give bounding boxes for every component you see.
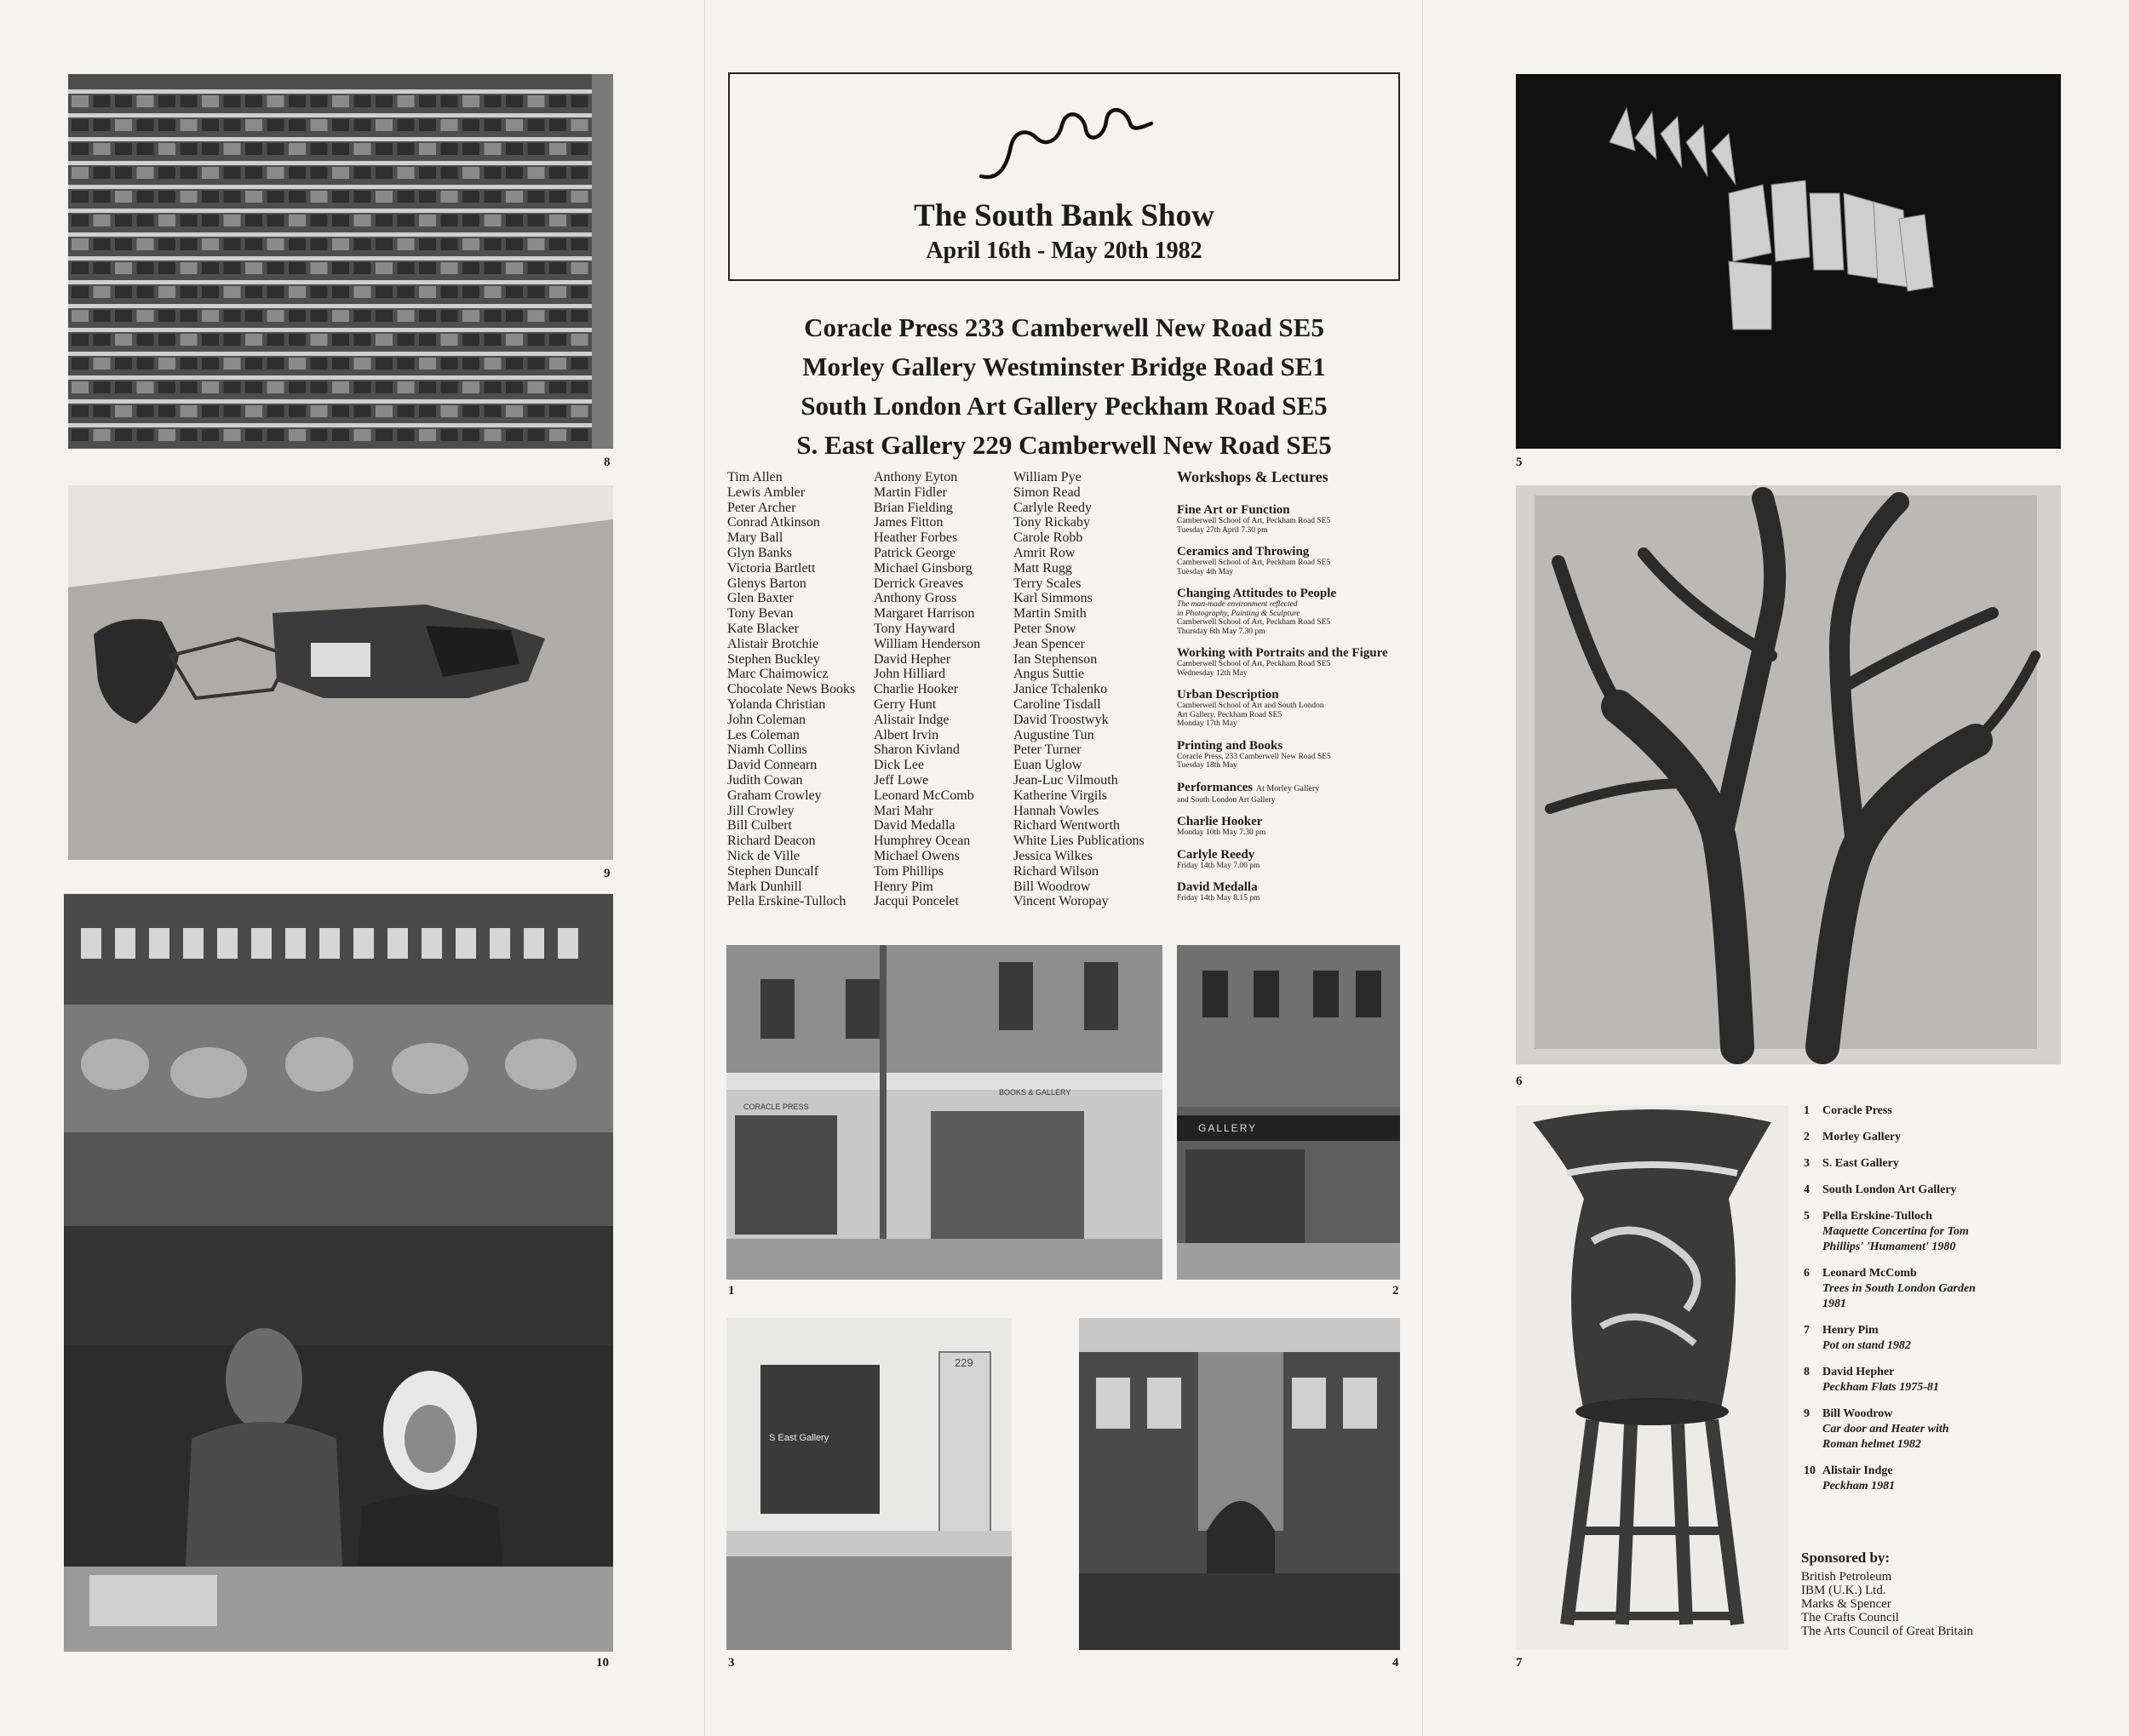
workshop-title: Ceramics and Throwing — [1177, 545, 1310, 559]
artist-name: Patrick George — [874, 545, 956, 560]
caption-description: 1981 — [1822, 1298, 1846, 1310]
caption-description: Peckham 1981 — [1822, 1480, 1896, 1493]
artist-name: James Fitton — [874, 515, 944, 530]
workshop-detail: Tuesday 4th May — [1177, 567, 1234, 576]
title-box — [728, 72, 1400, 281]
caption-label: South London Art Gallery — [1822, 1183, 1957, 1196]
workshop-detail: Coracle Press, 233 Camberwell New Road SE5 — [1177, 752, 1331, 761]
artist-name: Tony Bevan — [727, 606, 794, 622]
caption-description: Phillips' 'Humament' 1980 — [1822, 1240, 1956, 1253]
workshop-detail: Monday 10th May 7.30 pm — [1177, 828, 1266, 837]
artist-name: Tony Hayward — [874, 621, 955, 636]
caption-body — [1822, 1209, 1969, 1255]
artist-name: Heather Forbes — [874, 530, 958, 546]
artist-name: Martin Smith — [1013, 606, 1087, 622]
artist-name: David Medalla — [874, 818, 955, 834]
photo-number: 5 — [1516, 455, 1523, 469]
caption-item — [1804, 1323, 2025, 1354]
workshop-title: Carlyle Reedy — [1177, 847, 1255, 862]
workshop-subtitle: in Photography, Painting & Sculpture — [1177, 609, 1300, 618]
door-number: 229 — [955, 1356, 973, 1369]
artist-name: Chocolate News Books — [727, 682, 856, 697]
workshop-item — [1177, 815, 1398, 838]
venue-item: Coracle Press 233 Camberwell New Road SE5 — [804, 312, 1324, 342]
photo-number: 2 — [1392, 1284, 1399, 1298]
workshop-detail: Camberwell School of Art and South London — [1177, 702, 1324, 710]
artist-name: William Henderson — [874, 636, 981, 651]
sponsors — [1801, 1551, 1973, 1638]
artist-name: Glenys Barton — [727, 576, 806, 591]
caption-label: Leonard McComb — [1822, 1267, 1917, 1280]
caption-body — [1822, 1266, 1976, 1312]
artist-name: Terry Scales — [1013, 576, 1082, 591]
venue-item: Morley Gallery Westminster Bridge Road SE1 — [802, 352, 1326, 381]
artist-name: Katherine Virgils — [1013, 788, 1107, 803]
workshop-detail: Camberwell School of Art, Peckham Road SE5 — [1177, 618, 1331, 627]
caption-description: Roman helmet 1982 — [1822, 1438, 1921, 1451]
workshop-title: Performances At Morley Gallery — [1177, 780, 1320, 794]
photo-number: 8 — [604, 455, 611, 469]
show-dates: April 16th - May 20th 1982 — [926, 238, 1202, 264]
caption-label: David Hepher — [1822, 1366, 1895, 1378]
caption-number: 6 — [1804, 1267, 1810, 1280]
artist-name: Brian Fielding — [874, 500, 953, 515]
caption-body — [1822, 1103, 1892, 1119]
artist-name: Angus Suttie — [1013, 667, 1085, 682]
artist-name: Lewis Ambler — [727, 484, 806, 500]
caption-body — [1822, 1365, 1939, 1395]
artist-name: Jill Crowley — [727, 803, 795, 818]
workshop-venue: At Morley Gallery — [1255, 783, 1320, 794]
photo-shop-keepers — [64, 894, 613, 1652]
artist-name: White Lies Publications — [1013, 834, 1145, 849]
artist-name: Leonard McComb — [874, 788, 974, 803]
photo-pot-on-stand — [1516, 1105, 1788, 1650]
thames-river-logo — [977, 91, 1164, 185]
artist-name: Mary Ball — [727, 530, 783, 546]
caption-number: 4 — [1804, 1183, 1810, 1196]
workshops-lectures — [1177, 468, 1398, 914]
artist-name: Caroline Tisdall — [1013, 696, 1101, 712]
photo-number: 3 — [728, 1656, 735, 1670]
sponsor-name: Marks & Spencer — [1801, 1597, 1891, 1611]
venue-item: S. East Gallery 229 Camberwell New Road SE5 — [796, 430, 1332, 460]
artist-name: Euan Uglow — [1013, 758, 1082, 773]
artist-name: Gerry Hunt — [874, 696, 937, 712]
caption-label: Henry Pim — [1822, 1324, 1879, 1337]
artist-name: Augustine Tun — [1013, 727, 1094, 742]
sponsor-name: The Arts Council of Great Britain — [1801, 1624, 1974, 1638]
caption-number: 3 — [1804, 1157, 1810, 1170]
artist-name: Sharon Kivland — [874, 742, 960, 758]
artist-name: Hannah Vowles — [1013, 803, 1099, 818]
artist-name: Anthony Eyton — [874, 470, 958, 484]
artist-name: Glen Baxter — [727, 591, 794, 606]
caption-description: Trees in South London Garden — [1822, 1282, 1976, 1295]
artist-name: Carole Robb — [1013, 530, 1083, 546]
artist-name: Tony Rickaby — [1013, 515, 1090, 530]
artist-name: Nick de Ville — [727, 848, 800, 863]
caption-number: 8 — [1804, 1366, 1810, 1378]
workshop-item — [1177, 739, 1398, 771]
caption-body — [1822, 1407, 1949, 1452]
shop-sign: BOOKS & GALLERY — [999, 1088, 1071, 1097]
artist-name: Jacqui Poncelet — [874, 894, 959, 909]
workshop-title: Urban Description — [1177, 688, 1279, 702]
caption-item — [1804, 1209, 2025, 1255]
workshop-title: Charlie Hooker — [1177, 815, 1263, 828]
caption-item — [1804, 1156, 2025, 1172]
workshop-item — [1177, 587, 1398, 636]
photo-maquette-concertina — [1516, 74, 2061, 449]
caption-item — [1804, 1266, 2025, 1312]
gallery-sign: S East Gallery — [769, 1433, 829, 1443]
artist-name: Anthony Gross — [874, 591, 957, 606]
artist-name: Marc Chaimowicz — [727, 667, 829, 682]
artist-name: Peter Snow — [1013, 621, 1076, 636]
artist-name: Matt Rugg — [1013, 560, 1072, 576]
caption-label: Pella Erskine-Tulloch — [1822, 1210, 1933, 1223]
artist-name: John Coleman — [727, 712, 806, 727]
artist-name: Michael Owens — [874, 848, 960, 863]
caption-number: 7 — [1804, 1324, 1810, 1337]
caption-label: S. East Gallery — [1822, 1157, 1899, 1170]
artist-name: Karl Simmons — [1013, 591, 1093, 606]
artist-name: Albert Irvin — [874, 727, 938, 742]
workshop-detail: Friday 14th May 8.15 pm — [1177, 894, 1260, 902]
artist-name: Alistair Indge — [874, 712, 950, 727]
caption-body — [1822, 1323, 1911, 1354]
artist-name: Dick Lee — [874, 758, 925, 773]
caption-body — [1822, 1130, 1901, 1145]
artist-name: Carlyle Reedy — [1013, 500, 1092, 515]
artist-name: Vincent Woropay — [1013, 894, 1109, 909]
artist-name: Richard Wilson — [1013, 863, 1099, 879]
artist-list-col2 — [874, 470, 980, 909]
artist-list-col3 — [1013, 470, 1145, 909]
sponsor-name: The Crafts Council — [1801, 1611, 1899, 1624]
caption-body — [1822, 1464, 1895, 1494]
artist-name: David Troostwyk — [1013, 712, 1109, 727]
caption-body — [1822, 1183, 1957, 1198]
artist-list-col1 — [727, 470, 855, 909]
show-title: The South Bank Show — [914, 198, 1214, 233]
workshop-detail: Tuesday 18th May — [1177, 761, 1237, 770]
photo-number: 9 — [604, 867, 611, 880]
shop-sign: GALLERY — [1198, 1122, 1258, 1134]
workshop-item — [1177, 688, 1398, 729]
artist-name: Yolanda Christian — [727, 696, 826, 712]
artist-name: Mari Mahr — [874, 803, 933, 818]
caption-description: Car door and Heater with — [1822, 1423, 1949, 1435]
photo-coracle-press — [726, 945, 1162, 1280]
photo-south-london-art-gallery — [1079, 1318, 1400, 1650]
workshop-item — [1177, 880, 1398, 903]
artist-name: Charlie Hooker — [874, 682, 959, 697]
workshop-detail: Friday 14th May 7.00 pm — [1177, 861, 1260, 870]
artist-name: Richard Deacon — [727, 834, 816, 849]
artist-name: Jean Spencer — [1013, 636, 1085, 651]
caption-number: 2 — [1804, 1131, 1810, 1143]
artist-name: Henry Pim — [874, 879, 933, 894]
sponsors-heading: Sponsored by: — [1801, 1550, 1891, 1566]
artist-name: Glyn Banks — [727, 545, 792, 560]
workshop-detail: Camberwell School of Art, Peckham Road SE5 — [1177, 660, 1331, 668]
artist-name: Bill Woodrow — [1013, 879, 1091, 894]
artist-name: Jeff Lowe — [874, 772, 929, 788]
photo-s-east-gallery — [726, 1318, 1012, 1650]
artist-name: Graham Crowley — [727, 788, 822, 803]
artist-name: Bill Culbert — [727, 818, 792, 834]
artist-name: Conrad Atkinson — [727, 515, 820, 530]
caption-number: 9 — [1804, 1407, 1810, 1420]
caption-label: Morley Gallery — [1822, 1131, 1902, 1143]
artist-name: Martin Fidler — [874, 484, 947, 500]
caption-description: Maquette Concertina for Tom — [1822, 1225, 1969, 1238]
photo-morley-gallery — [1177, 945, 1400, 1280]
caption-item — [1804, 1183, 2025, 1198]
artist-name: Peter Archer — [727, 500, 796, 515]
artist-name: Humphrey Ocean — [874, 834, 971, 849]
photo-number: 6 — [1516, 1074, 1523, 1088]
workshop-title: Fine Art or Function — [1177, 503, 1290, 517]
workshop-detail: Camberwell School of Art, Peckham Road SE5 — [1177, 517, 1331, 525]
caption-item — [1804, 1103, 2025, 1119]
photo-peckham-flats — [68, 74, 613, 449]
artist-name: Derrick Greaves — [874, 576, 964, 591]
workshop-detail: Art Gallery, Peckham Road SE5 — [1177, 710, 1283, 719]
sponsor-name: British Petroleum — [1801, 1570, 1892, 1584]
artist-name: John Hilliard — [874, 667, 945, 682]
workshop-item — [1177, 545, 1398, 576]
venue-list — [728, 308, 1400, 465]
artist-name: Judith Cowan — [727, 772, 803, 788]
caption-item — [1804, 1407, 2025, 1452]
artist-name: Tom Phillips — [874, 863, 944, 879]
artist-name: William Pye — [1013, 470, 1082, 484]
artist-name: Kate Blacker — [727, 621, 799, 636]
artist-name: David Hepher — [874, 651, 951, 667]
workshop-title: David Medalla — [1177, 880, 1258, 894]
photo-number: 4 — [1392, 1656, 1399, 1670]
artist-name: Peter Turner — [1013, 742, 1082, 758]
workshop-title: Changing Attitudes to People — [1177, 587, 1337, 600]
artist-name: Jean-Luc Vilmouth — [1013, 772, 1118, 788]
workshop-detail: Thursday 6th May 7.30 pm — [1177, 627, 1265, 636]
caption-number: 10 — [1804, 1464, 1816, 1477]
artist-name: Niamh Collins — [727, 742, 807, 758]
workshop-detail: and South London Art Gallery — [1177, 795, 1276, 805]
caption-label: Alistair Indge — [1822, 1464, 1893, 1477]
fold-line — [704, 0, 705, 1736]
caption-label: Coracle Press — [1822, 1104, 1892, 1117]
caption-body — [1822, 1156, 1899, 1172]
artist-name: Alistair Brotchie — [727, 636, 819, 651]
photo-car-door-sculpture — [68, 485, 613, 860]
photo-number: 1 — [728, 1284, 735, 1298]
artist-name: Ian Stephenson — [1013, 651, 1098, 667]
artist-name: Michael Ginsborg — [874, 560, 973, 576]
workshop-title: Printing and Books — [1177, 738, 1283, 753]
workshop-item — [1177, 503, 1398, 535]
shop-sign: CORACLE PRESS — [743, 1103, 809, 1111]
workshop-detail: Camberwell School of Art, Peckham Road SE5 — [1177, 559, 1331, 567]
artist-name: Victoria Bartlett — [727, 560, 816, 576]
artist-name: Tim Allen — [727, 470, 783, 484]
caption-item — [1804, 1464, 2025, 1494]
workshop-detail: Wednesday 12th May — [1177, 668, 1248, 678]
workshop-detail: Tuesday 27th April 7.30 pm — [1177, 525, 1268, 535]
workshop-item — [1177, 781, 1398, 805]
artist-name: Les Coleman — [727, 727, 800, 742]
artist-name: Amrit Row — [1013, 545, 1076, 560]
caption-description: Peckham Flats 1975-81 — [1822, 1381, 1939, 1394]
artist-name: Pella Erskine-Tulloch — [727, 894, 846, 909]
artist-name: Simon Read — [1013, 484, 1081, 500]
artist-name: Richard Wentworth — [1013, 818, 1121, 834]
artist-name: Jessica Wilkes — [1013, 848, 1093, 863]
photo-trees-drawing — [1516, 485, 2061, 1064]
caption-number: 5 — [1804, 1210, 1810, 1223]
caption-item — [1804, 1365, 2025, 1395]
workshop-item — [1177, 646, 1398, 678]
photo-number: 7 — [1516, 1656, 1523, 1670]
workshop-subtitle: The man-made environment reflected — [1177, 600, 1298, 609]
sponsor-name: IBM (U.K.) Ltd. — [1801, 1584, 1886, 1597]
caption-label: Bill Woodrow — [1822, 1407, 1893, 1420]
artist-name: Stephen Duncalf — [727, 863, 819, 879]
workshop-item — [1177, 848, 1398, 871]
photo-number: 10 — [596, 1656, 609, 1670]
artist-name: Janice Tchalenko — [1013, 682, 1108, 697]
photo-captions — [1804, 1103, 2025, 1505]
artist-name: David Connearn — [727, 758, 818, 773]
artist-name: Margaret Harrison — [874, 606, 975, 622]
workshops-heading: Workshops & Lectures — [1177, 468, 1328, 485]
artist-name: Mark Dunhill — [727, 879, 802, 894]
caption-number: 1 — [1804, 1104, 1810, 1117]
fold-line — [1422, 0, 1423, 1736]
workshop-title: Working with Portraits and the Figure — [1177, 646, 1388, 660]
venue-item: South London Art Gallery Peckham Road SE5 — [801, 391, 1328, 421]
workshop-detail: Monday 17th May — [1177, 719, 1237, 728]
artist-name: Stephen Buckley — [727, 651, 820, 667]
caption-description: Pot on stand 1982 — [1822, 1339, 1911, 1352]
caption-item — [1804, 1130, 2025, 1145]
